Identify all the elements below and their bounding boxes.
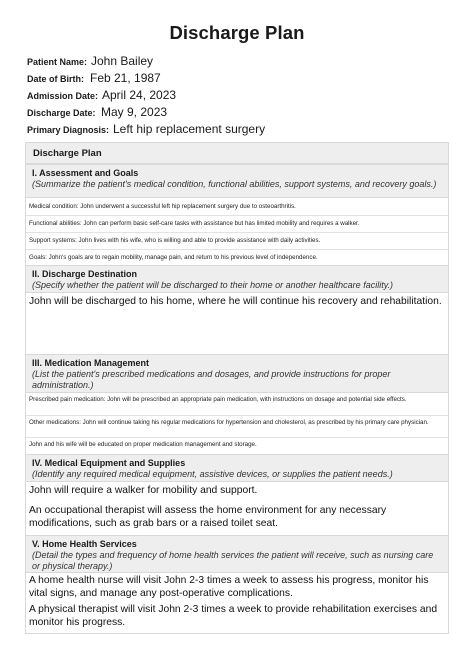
diagnosis-label: Primary Diagnosis: [27, 125, 110, 135]
section-medication-header [26, 354, 448, 393]
discharge-row [27, 105, 168, 120]
divider [26, 232, 448, 233]
section-assessment-header [26, 164, 448, 198]
admission-value: April 24, 2023 [102, 88, 177, 102]
section-description: (Specify whether the patient will be discharged to their home or another healthcare facility.) [32, 280, 394, 290]
divider [26, 215, 448, 216]
destination-entry: John will be discharged to his home, where he will continue his recovery and rehabilitation. [29, 296, 442, 307]
discharge-plan-table [25, 142, 449, 634]
home-health-entry: A physical therapist will visit John 2-3 times a week to provide rehabilitation exercises and monitor his progress. [29, 604, 438, 628]
medication-entry: Other medications: John will continue taking his regular medications for hypertension and cholesterol, as prescribed by his primary care physician. [29, 419, 429, 426]
diagnosis-row [27, 122, 266, 137]
equipment-entry: An occupational therapist will assess the home environment for any necessary modifications, such as grab bars or a raised toilet seat. [29, 505, 387, 529]
medication-entry: Prescribed pain medication: John will be prescribed an appropriate pain medication, with instructions on dosage and potential side effects. [29, 396, 407, 403]
dob-row [27, 71, 161, 86]
admission-label: Admission Date: [27, 91, 99, 101]
assessment-entry: Medical condition: John underwent a successful left hip replacement surgery due to osteoarthritis. [29, 203, 296, 210]
section-title: II. Discharge Destination [32, 269, 138, 279]
divider [26, 437, 448, 438]
dob-label: Date of Birth: [27, 74, 84, 84]
patient-name-row [27, 54, 154, 69]
home-health-entry: A home health nurse will visit John 2-3 times a week to assess his progress, monitor his vital signs, and manage any post-operative complications. [29, 575, 429, 599]
section-title: I. Assessment and Goals [32, 168, 139, 178]
divider [26, 249, 448, 250]
section-title: V. Home Health Services [32, 539, 137, 549]
patient-name-value: John Bailey [91, 54, 154, 68]
medication-entry: John and his wife will be educated on proper medication management and storage. [29, 441, 257, 448]
divider [26, 415, 448, 416]
discharge-value: May 9, 2023 [101, 105, 168, 119]
section-description: (Summarize the patient's medical condition, functional abilities, support systems, and recovery goals.) [32, 179, 437, 189]
section-destination-header [26, 265, 448, 293]
assessment-entry: Goals: John's goals are to regain mobility, manage pain, and return to his previous level of independence. [29, 254, 318, 261]
section-title: III. Medication Management [32, 358, 150, 368]
plan-header: Discharge Plan [26, 143, 448, 164]
admission-row [27, 88, 177, 103]
dob-value: Feb 21, 1987 [90, 71, 161, 85]
discharge-label: Discharge Date: [27, 108, 96, 118]
assessment-entry: Functional abilities: John can perform basic self-care tasks with assistance but has limited mobility and requires a walker. [29, 220, 360, 227]
section-equipment-header [26, 454, 448, 482]
equipment-entry: John will require a walker for mobility and support. [29, 485, 258, 496]
section-description: (Detail the types and frequency of home health services the patient will receive, such as nursing care or physical therapy.) [32, 550, 434, 571]
page-title: Discharge Plan [169, 22, 305, 43]
diagnosis-value: Left hip replacement surgery [113, 122, 266, 136]
section-description: (List the patient's prescribed medications and dosages, and provide instructions for proper administration.) [32, 369, 391, 390]
patient-name-label: Patient Name: [27, 57, 88, 67]
assessment-entry: Support systems: John lives with his wife, who is willing and able to provide assistance with daily activities. [29, 237, 321, 244]
section-description: (Identify any required medical equipment, assistive devices, or supplies the patient needs.) [32, 469, 393, 479]
section-title: IV. Medical Equipment and Supplies [32, 458, 186, 468]
section-home-health-header [26, 535, 448, 573]
